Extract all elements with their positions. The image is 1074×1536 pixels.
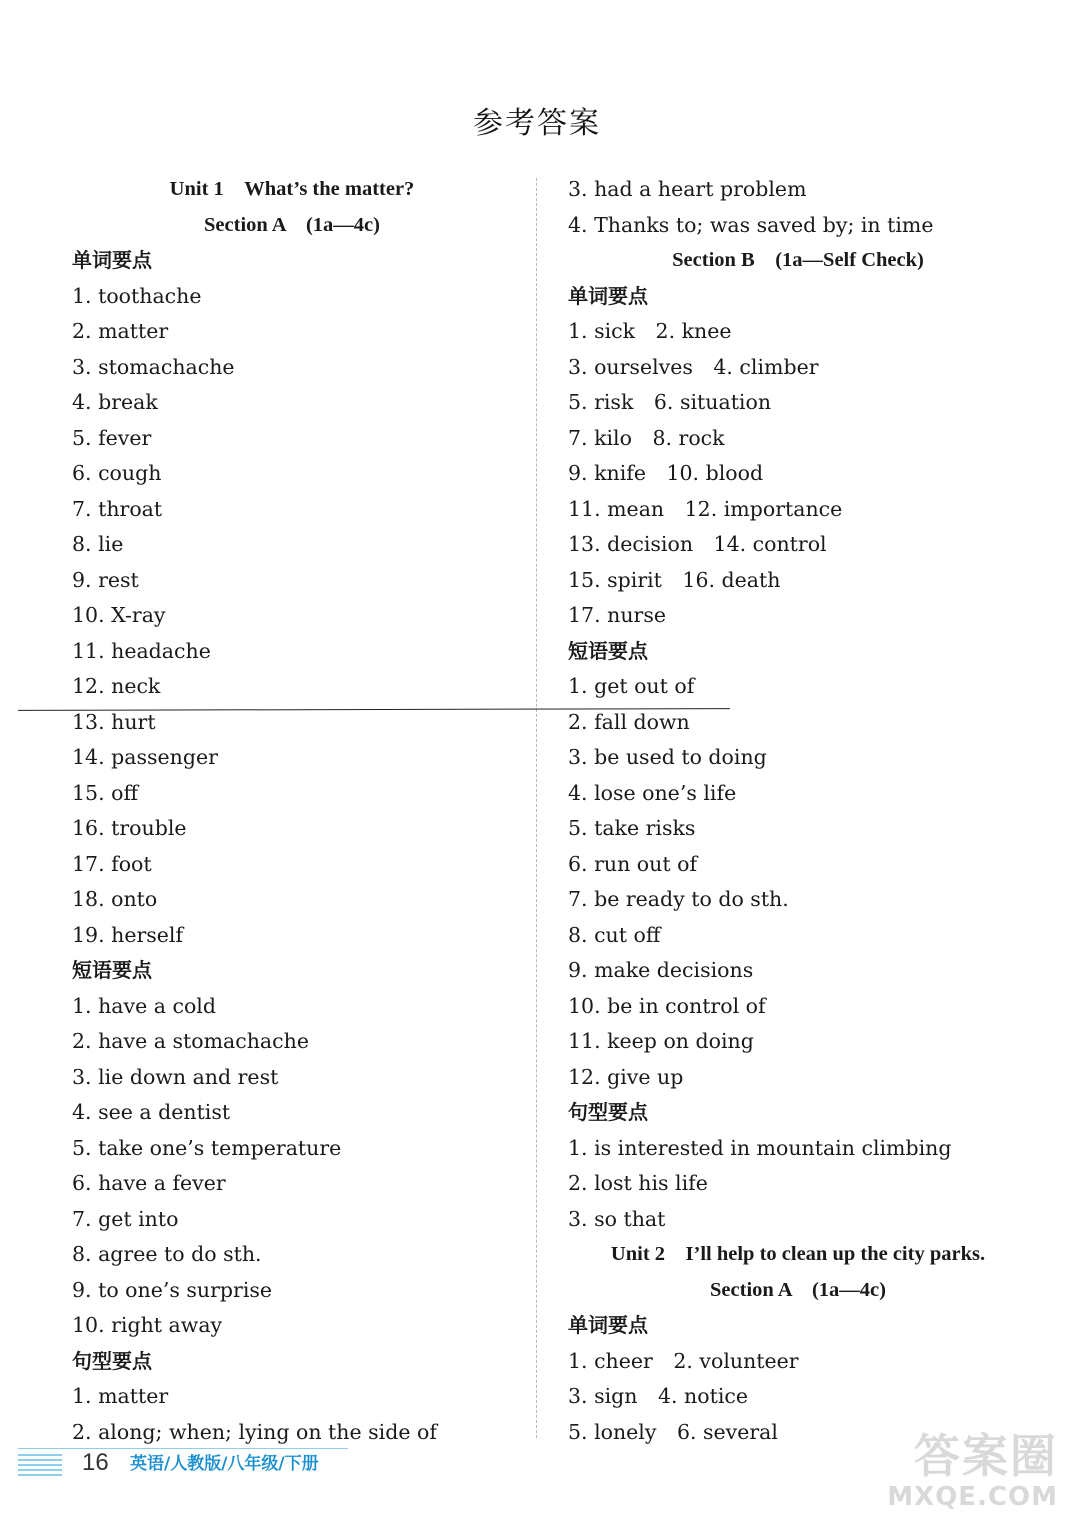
answer-line: 4. lose one’s life bbox=[568, 780, 737, 805]
answer-line: 9. make decisions bbox=[568, 958, 754, 982]
answer-line: 1. cheer 2. volunteer bbox=[568, 1348, 799, 1373]
answer-line: 12. give up bbox=[568, 1064, 684, 1089]
answer-line: 9. knife 10. blood bbox=[568, 461, 764, 485]
answer-line: 3. had a heart problem bbox=[568, 177, 807, 201]
answer-line: 19. herself bbox=[72, 922, 184, 947]
answer-line: 10. right away bbox=[72, 1313, 223, 1337]
answer-line: 6. run out of bbox=[568, 851, 698, 876]
subsection-label: 单词要点 bbox=[72, 248, 152, 272]
answer-line: 11. mean 12. importance bbox=[568, 496, 843, 521]
answer-line: 5. fever bbox=[72, 425, 152, 450]
answer-line: 10. be in control of bbox=[568, 993, 766, 1018]
answer-line: 3. stomachache bbox=[72, 354, 235, 379]
answer-line: 9. to one’s surprise bbox=[72, 1277, 273, 1302]
answer-line: 2. fall down bbox=[568, 709, 690, 734]
answer-line: 1. get out of bbox=[568, 674, 695, 698]
answer-line: 12. neck bbox=[72, 674, 161, 698]
answer-line: 3. lie down and rest bbox=[72, 1064, 279, 1089]
page-footer bbox=[18, 1448, 538, 1484]
answer-line: 7. be ready to do sth. bbox=[568, 887, 789, 911]
left-column bbox=[62, 172, 522, 1450]
answer-line: 7. throat bbox=[72, 496, 163, 521]
watermark-site: MXQE.COM bbox=[887, 1482, 1058, 1512]
answer-line: 11. keep on doing bbox=[568, 1029, 754, 1053]
answer-line: 3. so that bbox=[568, 1206, 666, 1231]
answer-line: 1. toothache bbox=[72, 283, 202, 308]
footer-rule bbox=[18, 1448, 348, 1449]
section-heading: Unit 1 What’s the matter? bbox=[169, 178, 415, 200]
answer-line: 2. matter bbox=[72, 319, 169, 343]
answer-line: 6. cough bbox=[72, 461, 162, 485]
answer-line: 5. lonely 6. several bbox=[568, 1419, 778, 1444]
answer-line: 18. onto bbox=[72, 887, 158, 911]
answer-line: 8. lie bbox=[72, 532, 124, 556]
answer-line: 16. trouble bbox=[72, 816, 187, 840]
answer-line: 2. lost his life bbox=[568, 1171, 708, 1195]
subsection-label: 单词要点 bbox=[568, 283, 648, 308]
answer-line: 7. kilo 8. rock bbox=[568, 425, 725, 450]
watermark-logo bbox=[878, 1430, 1058, 1520]
answer-line: 15. spirit 16. death bbox=[568, 567, 781, 592]
subsection-label: 短语要点 bbox=[72, 958, 152, 982]
answer-line: 4. Thanks to; was saved by; in time bbox=[568, 212, 934, 237]
answer-line: 3. ourselves 4. climber bbox=[568, 354, 819, 379]
answer-line: 2. have a stomachache bbox=[72, 1029, 309, 1053]
answer-line: 13. decision 14. control bbox=[568, 532, 827, 556]
answer-line: 1. have a cold bbox=[72, 993, 216, 1018]
answer-line: 5. take risks bbox=[568, 816, 696, 840]
section-heading: Section B (1a—Self Check) bbox=[672, 249, 924, 271]
subsection-label: 单词要点 bbox=[568, 1313, 648, 1337]
answer-line: 8. cut off bbox=[568, 922, 661, 947]
answer-line: 5. risk 6. situation bbox=[568, 390, 772, 414]
answer-line: 17. nurse bbox=[568, 603, 666, 627]
answer-line: 1. sick 2. knee bbox=[568, 319, 732, 343]
answer-line: 15. off bbox=[72, 780, 139, 805]
footer-stripes-decoration bbox=[18, 1454, 62, 1476]
right-column bbox=[558, 172, 1038, 1450]
answer-line: 4. break bbox=[72, 390, 158, 414]
answer-line: 6. have a fever bbox=[72, 1171, 226, 1195]
section-heading: Section A (1a—4c) bbox=[204, 213, 380, 236]
page-number: 16 bbox=[82, 1449, 109, 1476]
watermark-chars: 答案圈 bbox=[914, 1429, 1058, 1483]
answer-line: 3. sign 4. notice bbox=[568, 1384, 749, 1408]
answer-line: 2. along; when; lying on the side of bbox=[72, 1419, 437, 1444]
subsection-label: 句型要点 bbox=[568, 1100, 648, 1124]
subsection-label: 短语要点 bbox=[568, 638, 648, 663]
answer-line: 8. agree to do sth. bbox=[72, 1242, 262, 1266]
section-heading: Section A (1a—4c) bbox=[710, 1278, 886, 1301]
answer-line: 7. get into bbox=[72, 1206, 179, 1231]
answer-line: 9. rest bbox=[72, 567, 139, 592]
answer-line: 1. matter bbox=[72, 1384, 169, 1408]
column-divider bbox=[536, 178, 537, 1438]
book-info: 英语/人教版/八年级/下册 bbox=[130, 1454, 319, 1474]
answer-line: 13. hurt bbox=[72, 709, 156, 734]
page-title: 参考答案 bbox=[473, 106, 601, 141]
subsection-label: 句型要点 bbox=[72, 1348, 152, 1373]
section-heading: Unit 2 I’ll help to clean up the city parks. bbox=[610, 1243, 986, 1265]
answer-line: 11. headache bbox=[72, 638, 211, 663]
answer-line: 14. passenger bbox=[72, 745, 218, 769]
answer-line: 4. see a dentist bbox=[72, 1100, 231, 1124]
answer-line: 17. foot bbox=[72, 851, 152, 876]
answer-line: 3. be used to doing bbox=[568, 745, 767, 769]
answer-line: 10. X-ray bbox=[72, 603, 166, 627]
answer-line: 5. take one’s temperature bbox=[72, 1135, 342, 1160]
answer-line: 1. is interested in mountain climbing bbox=[568, 1135, 952, 1160]
